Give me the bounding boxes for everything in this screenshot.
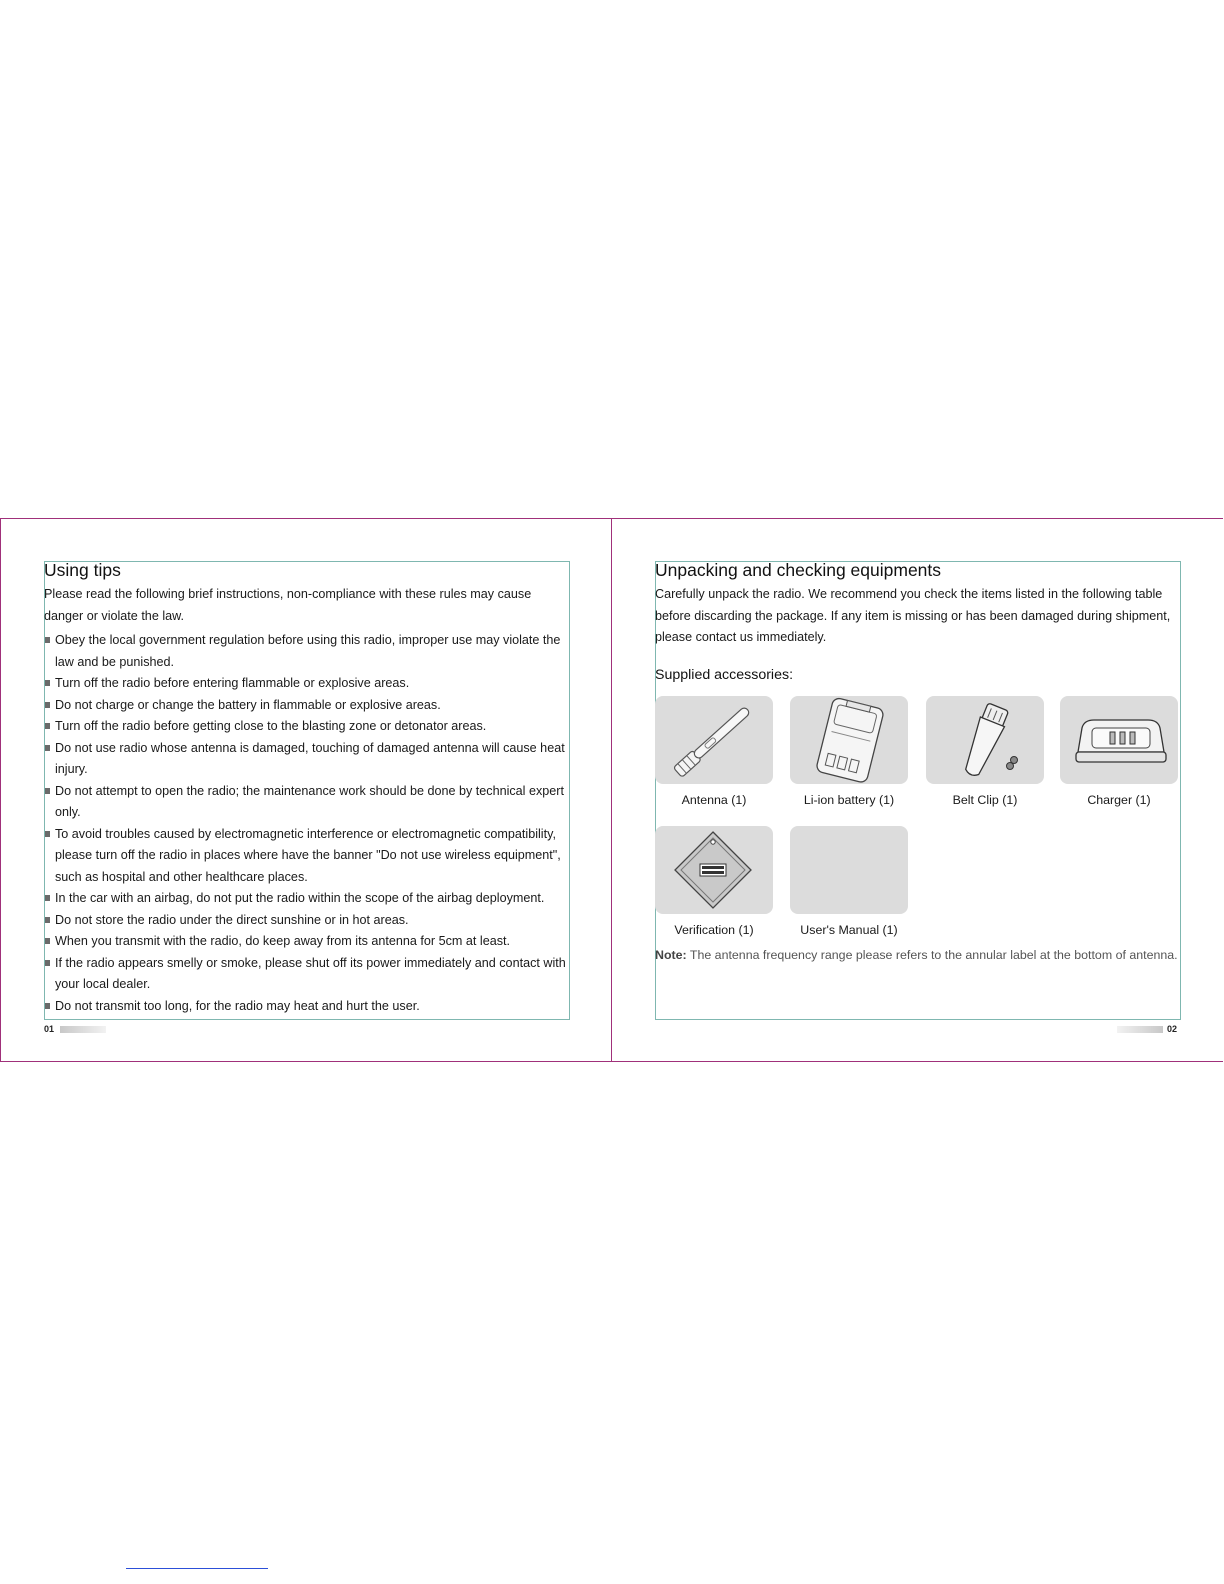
charger-icon	[1060, 696, 1178, 784]
belt-clip-tile	[926, 696, 1044, 784]
tips-list	[44, 630, 572, 1017]
page-fold-line	[611, 518, 612, 1062]
note-label: Note:	[655, 948, 687, 962]
tip-item: In the car with an airbag, do not put the radio within the scope of the airbag deployment.	[44, 888, 572, 910]
bullet-icon	[45, 723, 50, 729]
page-number-left: 01	[44, 1024, 55, 1034]
page-number-bar-left	[60, 1026, 106, 1033]
tip-item: Turn off the radio before entering flammable or explosive areas.	[44, 673, 572, 695]
manual-tile	[790, 826, 908, 914]
antenna-icon	[655, 696, 773, 784]
bullet-icon	[45, 938, 50, 944]
bullet-icon	[45, 895, 50, 901]
tip-item: If the radio appears smelly or smoke, please shut off its power immediately and contact with your local dealer.	[44, 953, 572, 996]
tip-item: Do not charge or change the battery in flammable or explosive areas.	[44, 695, 572, 717]
verification-label: Verification (1)	[674, 923, 754, 937]
battery-icon	[790, 696, 908, 784]
note-text: The antenna frequency range please refers to the annular label at the bottom of antenna.	[686, 948, 1178, 962]
bullet-icon	[45, 702, 50, 708]
bullet-icon	[45, 917, 50, 923]
spread-left-edge	[0, 518, 1, 1062]
antenna-note	[655, 948, 1178, 962]
belt-clip-label: Belt Clip (1)	[952, 793, 1018, 807]
right-page-intro: Carefully unpack the radio. We recommend you check the items listed in the following table before discarding the package. If any item is missing or has been damaged during shipment, please contact us immediately.	[655, 587, 1171, 644]
tip-item: Do not attempt to open the radio; the maintenance work should be done by technical expert only.	[44, 781, 572, 824]
belt-clip-icon	[926, 696, 1044, 784]
antenna-label: Antenna (1)	[681, 793, 747, 807]
verification-tag-icon	[655, 826, 773, 914]
bullet-icon	[45, 680, 50, 686]
page-number-right: 02	[1167, 1024, 1178, 1034]
left-page-intro: Please read the following brief instructions, non-compliance with these rules may cause danger or violate the law.	[44, 587, 532, 623]
battery-tile	[790, 696, 908, 784]
charger-tile	[1060, 696, 1178, 784]
bullet-icon	[45, 1003, 50, 1009]
tip-item: Turn off the radio before getting close to the blasting zone or detonator areas.	[44, 716, 572, 738]
charger-label: Charger (1)	[1087, 793, 1151, 807]
bullet-icon	[45, 831, 50, 837]
left-page-title: Using tips	[44, 560, 121, 580]
bottom-divider	[126, 1568, 268, 1569]
accessories-heading: Supplied accessories:	[655, 667, 794, 683]
tip-item: Do not transmit too long, for the radio may heat and hurt the user.	[44, 996, 572, 1018]
tip-item: Obey the local government regulation before using this radio, improper use may violate the law and be punished.	[44, 630, 572, 673]
right-page-title: Unpacking and checking equipments	[655, 560, 942, 580]
antenna-tile	[655, 696, 773, 784]
verification-tile	[655, 826, 773, 914]
bullet-icon	[45, 745, 50, 751]
manual-label: User's Manual (1)	[800, 923, 898, 937]
battery-label: Li-ion battery (1)	[803, 793, 895, 807]
page-number-bar-right	[1117, 1026, 1163, 1033]
tip-item: To avoid troubles caused by electromagnetic interference or electromagnetic compatibility, please turn off the radio in places where have the banner "Do not use wireless equipment", such as hospital and other healthcare places.	[44, 824, 572, 889]
bullet-icon	[45, 960, 50, 966]
tip-item: Do not store the radio under the direct sunshine or in hot areas.	[44, 910, 572, 932]
bullet-icon	[45, 637, 50, 643]
tip-item: When you transmit with the radio, do keep away from its antenna for 5cm at least.	[44, 931, 572, 953]
bullet-icon	[45, 788, 50, 794]
tip-item: Do not use radio whose antenna is damaged, touching of damaged antenna will cause heat injury.	[44, 738, 572, 781]
